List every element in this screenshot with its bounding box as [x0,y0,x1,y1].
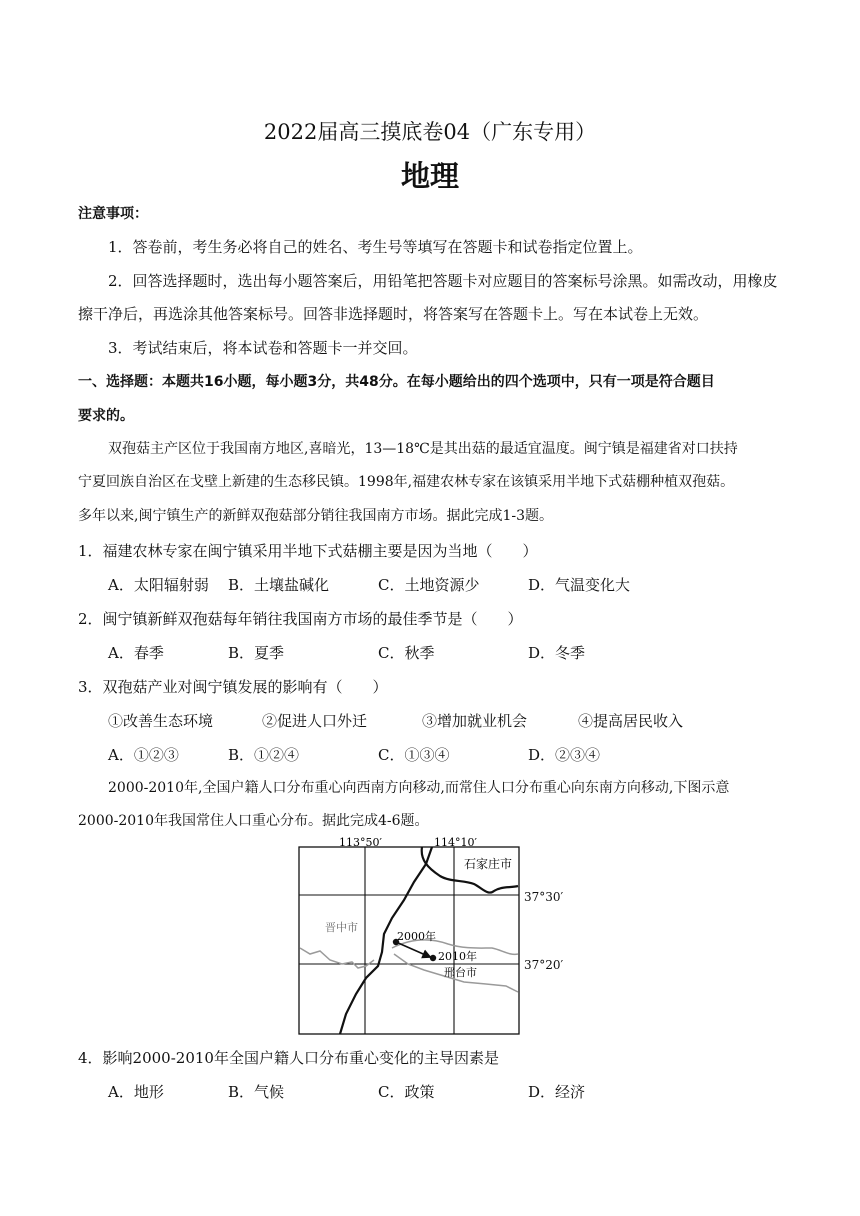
city-label-jinzhong: 晋中市 [325,921,358,934]
city-label-xingtai: 邢台市 [444,966,477,979]
centroid-2010-dot [430,955,436,961]
question-2-option-d: D．冬季 [528,644,586,662]
passage-1-line-3: 多年以来,闽宁镇生产的新鲜双孢菇部分销往我国南方市场。据此完成1-3题。 [78,508,553,524]
question-4-option-a: A．地形 [108,1083,164,1101]
year-label-2000: 2000年 [397,930,436,943]
passage-1-line-2: 宁夏回族自治区在戈壁上新建的生态移民镇。1998年,福建农林专家在该镇采用半地下式菇棚种植双孢菇。 [78,474,735,490]
question-4-option-c: C．政策 [378,1083,435,1101]
section-heading-line-1: 一、选择题：本题共16小题，每小题3分，共48分。在每小题给出的四个选项中，只有一项是符合题目 [78,374,715,390]
passage-1-line-1: 双孢菇主产区位于我国南方地区,喜暗光，13—18℃是其出菇的最适宜温度。闽宁镇是福建省对口扶持 [108,441,738,457]
question-4-stem: 4．影响2000-2010年全国户籍人口分布重心变化的主导因素是 [78,1049,499,1067]
year-label-2010: 2010年 [438,950,477,963]
question-3-statement-1: ①改善生态环境 [108,712,214,730]
question-3-statement-2: ②促进人口外迁 [262,712,368,730]
question-3-option-a: A．①②③ [108,746,179,764]
question-2-option-c: C．秋季 [378,644,435,662]
city-label-shijiazhuang: 石家庄市 [464,857,513,871]
question-2-option-b: B．夏季 [228,644,285,662]
question-1-option-a: A．太阳辐射弱 [108,576,209,594]
section-heading-line-2: 要求的。 [78,408,134,424]
notes-heading: 注意事项： [78,206,148,222]
question-4-option-b: B．气候 [228,1083,285,1101]
notes-item-3: 3．考试结束后，将本试卷和答题卡一并交回。 [108,339,418,357]
question-3-statement-3: ③增加就业机会 [422,712,528,730]
longitude-label-114-10: 114°10′ [434,836,477,849]
exam-title: 2022届高三摸底卷04（广东专用） [263,120,597,144]
question-1-option-b: B．土壤盐碱化 [228,576,330,594]
longitude-label-113-50: 113°50′ [339,836,382,849]
question-4-option-d: D．经济 [528,1083,586,1101]
notes-item-2-line-2: 擦干净后，再选涂其他答案标号。回答非选择题时，将答案写在答题卡上。写在本试卷上无效。 [78,305,709,323]
question-3-option-c: C．①③④ [378,746,450,764]
notes-item-2-line-1: 2．回答选择题时，选出每小题答案后，用铅笔把答题卡对应题目的答案标号涂黑。如需改动，用橡皮 [108,272,778,290]
question-3-option-d: D．②③④ [528,746,601,764]
question-1-option-d: D．气温变化大 [528,576,631,594]
question-2-stem: 2．闽宁镇新鲜双孢菇每年销往我国南方市场的最佳季节是（ ） [78,610,523,628]
latitude-label-37-20: 37°20′ [524,958,564,972]
question-2-option-a: A．春季 [108,644,164,662]
passage-2-line-2: 2000-2010年我国常住人口重心分布。据此完成4-6题。 [78,813,429,829]
latitude-label-37-30: 37°30′ [524,890,564,904]
subject-title: 地理 [400,159,459,193]
question-1-stem: 1．福建农林专家在闽宁镇采用半地下式菇棚主要是因为当地（ ） [78,542,538,560]
question-1-option-c: C．土地资源少 [378,576,480,594]
population-centroid-map [298,836,538,1036]
notes-item-1: 1．答卷前，考生务必将自己的姓名、考生号等填写在答题卡和试卷指定位置上。 [108,238,643,256]
question-3-statement-4: ④提高居民收入 [578,712,684,730]
question-3-stem: 3．双孢菇产业对闽宁镇发展的影响有（ ） [78,678,388,696]
passage-2-line-1: 2000-2010年,全国户籍人口分布重心向西南方向移动,而常住人口分布重心向东南方向移动,下图示意 [108,780,730,796]
question-3-option-b: B．①②④ [228,746,300,764]
